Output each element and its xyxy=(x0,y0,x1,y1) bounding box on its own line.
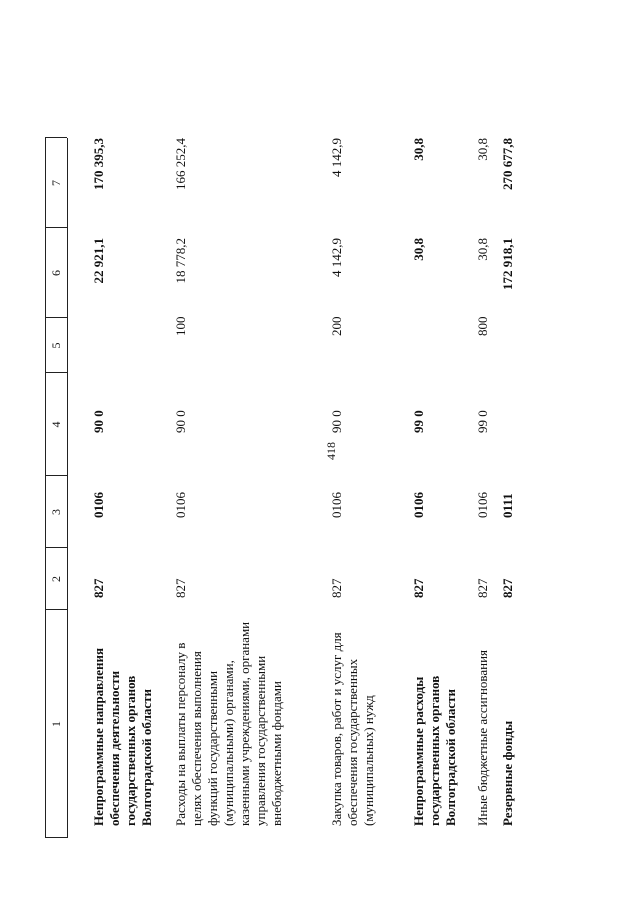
row-name: Непрограммные направления обеспечения деятельности государственных органов Волгоградской области xyxy=(91,647,154,826)
row-c4: 90 0 xyxy=(91,410,106,433)
row-c6: 172 918,1 xyxy=(500,238,515,290)
row-name: Расходы на выплаты персоналу в целях обеспечения выполнения функций государственными (муниципальными) органами, казенными учреждениями, органами управления государственными внебюджетными фондами xyxy=(173,621,284,826)
row-c3: 0106 xyxy=(173,492,188,518)
row-name: Непрограммные расходы государственных органов Волгоградской области xyxy=(411,675,458,826)
column-header: 1 xyxy=(49,721,63,727)
row-c3: 0106 xyxy=(91,492,106,518)
row-c4: 99 0 xyxy=(475,410,490,433)
row-name: Закупка товаров, работ и услуг для обеспечения государственных (муниципальных) нужд xyxy=(329,632,376,826)
row-name: Иные бюджетные ассигнования xyxy=(475,649,490,826)
row-c5: 100 xyxy=(173,316,188,336)
row-c3: 0106 xyxy=(329,492,344,518)
row-c7: 270 677,8 xyxy=(500,138,515,190)
page-number: 418 xyxy=(324,442,338,460)
column-header: 3 xyxy=(49,509,63,515)
rotated-table-stage xyxy=(45,133,530,838)
row-c7: 30,8 xyxy=(411,138,426,161)
row-c4: 90 0 xyxy=(329,410,344,433)
row-c5: 800 xyxy=(475,316,490,336)
row-c2: 827 xyxy=(91,578,106,598)
row-c5: 200 xyxy=(329,316,344,336)
row-c2: 827 xyxy=(173,578,188,598)
row-c6: 22 921,1 xyxy=(91,238,106,284)
row-c2: 827 xyxy=(475,578,490,598)
row-c4: 99 0 xyxy=(411,410,426,433)
row-c6: 18 778,2 xyxy=(173,238,188,284)
column-header: 2 xyxy=(49,576,63,582)
row-c4: 90 0 xyxy=(173,410,188,433)
column-header: 7 xyxy=(49,180,63,186)
row-c3: 0111 xyxy=(500,493,515,518)
row-c6: 30,8 xyxy=(475,238,490,261)
row-c7: 166 252,4 xyxy=(173,138,188,190)
column-header: 5 xyxy=(49,342,63,349)
row-c2: 827 xyxy=(411,578,426,598)
row-c3: 0106 xyxy=(411,492,426,518)
row-c7: 4 142,9 xyxy=(329,138,344,177)
row-c7: 30,8 xyxy=(475,138,490,161)
row-name: Резервные фонды xyxy=(500,720,515,826)
row-c6: 30,8 xyxy=(411,238,426,261)
row-c3: 0106 xyxy=(475,492,490,518)
row-c6: 4 142,9 xyxy=(329,238,344,277)
column-header: 4 xyxy=(49,421,63,428)
header-bottom-rule xyxy=(67,138,68,838)
column-header: 6 xyxy=(49,270,63,276)
row-c2: 827 xyxy=(329,578,344,598)
row-c2: 827 xyxy=(500,578,515,598)
table-top-rule xyxy=(45,138,46,838)
row-c7: 170 395,3 xyxy=(91,138,106,190)
